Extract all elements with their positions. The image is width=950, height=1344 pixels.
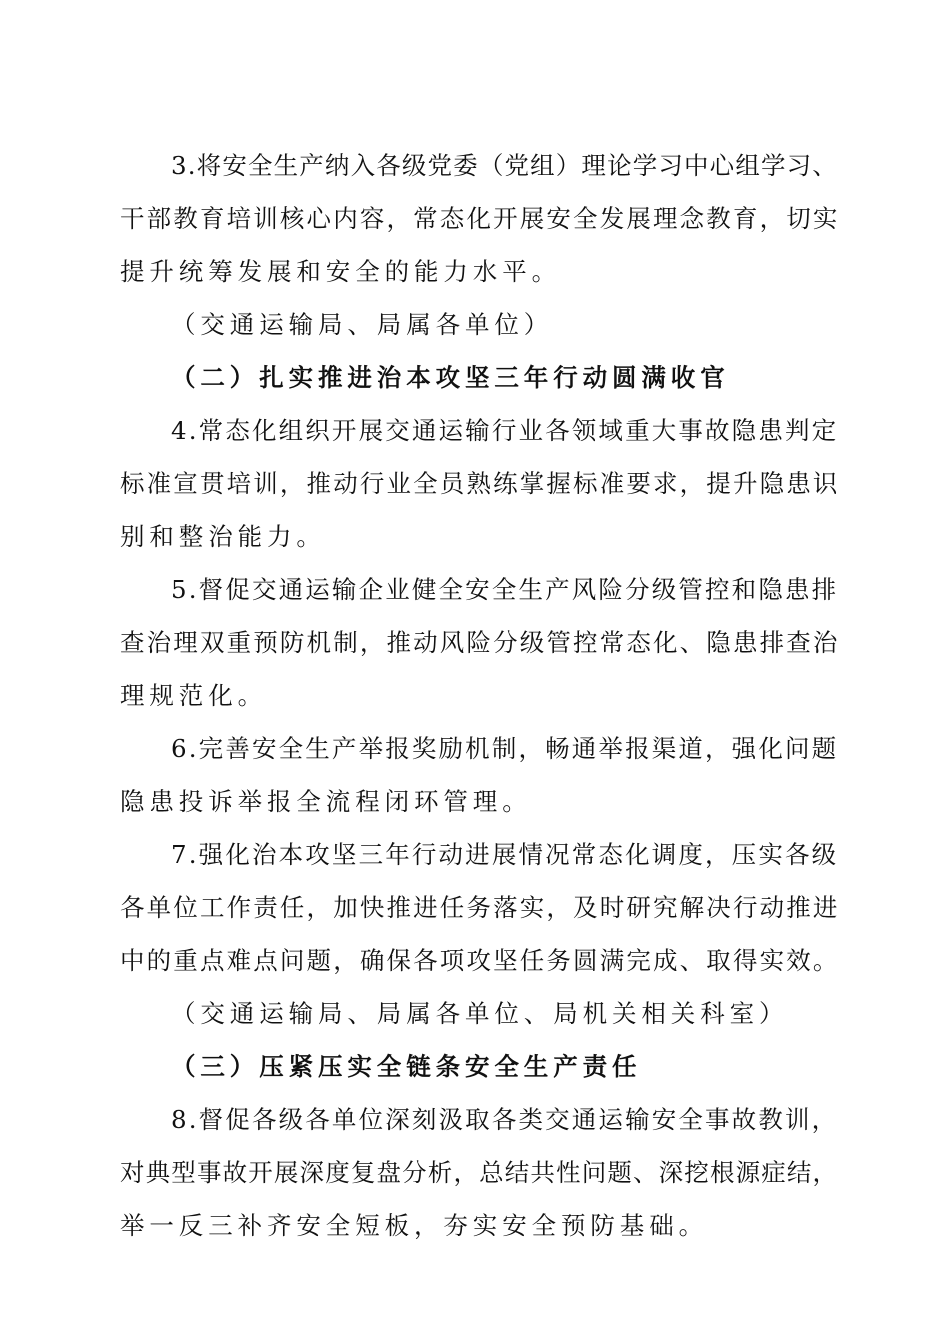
- text-line: 举一反三补齐安全短板，夯实安全预防基础。: [120, 1211, 708, 1240]
- text-line: 4.常态化组织开展交通运输行业各领域重大事故隐患判定: [171, 416, 839, 445]
- text-line: 标准宣贯培训，推动行业全员熟练掌握标准要求，提升隐患识: [120, 469, 840, 498]
- paragraph-item-8: [120, 1093, 840, 1252]
- text-line: 查治理双重预防机制，推动风险分级管控常态化、隐患排查治: [120, 628, 840, 657]
- section-heading-3: （三）压紧压实全链条安全生产责任: [171, 1052, 642, 1081]
- text-line: 干部教育培训核心内容，常态化开展安全发展理念教育，切实: [120, 204, 840, 233]
- responsible-units: （交通运输局、局属各单位、局机关相关科室）: [171, 999, 789, 1028]
- responsible-units: （交通运输局、局属各单位）: [171, 310, 554, 339]
- text-line: 中的重点难点问题，确保各项攻坚任务圆满完成、取得实效。: [120, 946, 840, 975]
- section-heading-2: （二）扎实推进治本攻坚三年行动圆满收官: [171, 363, 730, 392]
- text-line: 理规范化。: [120, 681, 267, 710]
- text-line: 7.强化治本攻坚三年行动进展情况常态化调度，压实各级: [171, 840, 839, 869]
- text-line: 6.完善安全生产举报奖励机制，畅通举报渠道，强化问题: [171, 734, 839, 763]
- paragraph-item-7: [120, 828, 840, 987]
- text-line: 各单位工作责任，加快推进任务落实，及时研究解决行动推进: [120, 893, 840, 922]
- paragraph-item-6: [120, 722, 840, 828]
- paragraph-item-5: [120, 563, 840, 722]
- paragraph-item-3: [120, 139, 840, 298]
- text-line: 5.督促交通运输企业健全安全生产风险分级管控和隐患排: [171, 575, 839, 604]
- text-line: 隐患投诉举报全流程闭环管理。: [120, 787, 532, 816]
- text-line: 对典型事故开展深度复盘分析，总结共性问题、深挖根源症结，: [120, 1158, 839, 1187]
- text-line: 3.将安全生产纳入各级党委（党组）理论学习中心组学习、: [171, 151, 838, 180]
- text-line: 8.督促各级各单位深刻汲取各类交通运输安全事故教训，: [171, 1105, 839, 1134]
- document-body: [120, 139, 840, 1252]
- paragraph-item-4: [120, 404, 840, 563]
- text-line: 提升统筹发展和安全的能力水平。: [120, 257, 561, 286]
- text-line: 别和整治能力。: [120, 522, 326, 551]
